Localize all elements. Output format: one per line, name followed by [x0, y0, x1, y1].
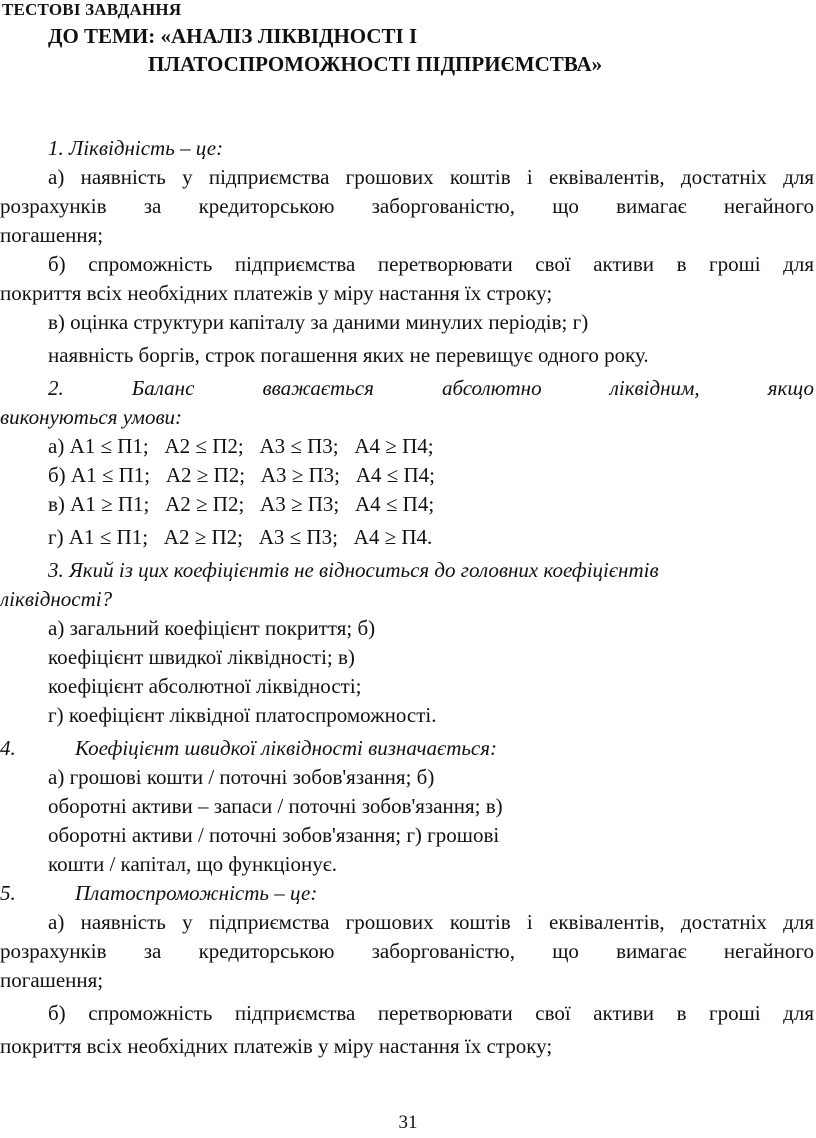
question-5-text: Платоспроможність – це: [75, 881, 318, 905]
q2-option-c: в) А1 ≥ П1; А2 ≥ П2; А3 ≥ П3; А4 ≤ П4; [48, 492, 435, 516]
question-1-title: 1. Ліквідність – це: [48, 136, 224, 160]
q4-option-line2: оборотні активи – запаси / поточні зобов'язання; в) [48, 794, 503, 818]
q2-option-b: б) А1 ≤ П1; А2 ≥ П2; А3 ≥ П3; А4 ≤ П4; [48, 463, 435, 487]
q5-option-b-line2: покриття всіх необхідних платежів у міру настання їх строку; [0, 1034, 553, 1058]
q3-option-line1: а) загальний коефіцієнт покриття; б) [48, 616, 376, 640]
q5-option-a-line1: а) наявність у підприємства грошових коштів і еквівалентів, достатніх для [48, 910, 814, 934]
question-2-title-line2: виконуються умови: [0, 405, 183, 429]
question-4-title [0, 734, 814, 763]
page-number: 31 [398, 1112, 418, 1133]
q4-option-line3: оборотні активи / поточні зобов'язання; г) грошові [48, 823, 500, 847]
q1-option-c-line2: наявність боргів, строк погашення яких не перевищує одного року. [48, 343, 649, 367]
q2-option-d: г) А1 ≤ П1; А2 ≥ П2; А3 ≤ П3; А4 ≥ П4. [48, 525, 433, 549]
topic-title-line2: ПЛАТОСПРОМОЖНОСТІ ПІДПРИЄМСТВА» [148, 52, 603, 76]
topic-title-line1: ДО ТЕМИ: «АНАЛІЗ ЛІКВІДНОСТІ І [48, 24, 418, 48]
q1-option-c-line1: в) оцінка структури капіталу за даними минулих періодів; г) [48, 310, 589, 334]
question-5-title [0, 879, 814, 908]
q4-option-line4: кошти / капітал, що функціонує. [48, 852, 337, 876]
question-3-title-line1: 3. Який із цих коефіцієнтів не відноситься до головних коефіцієнтів [48, 558, 659, 582]
question-4-number: 4. [0, 736, 16, 760]
q1-option-a-line3: погашення; [0, 223, 104, 247]
q5-option-a-line3: погашення; [0, 968, 104, 992]
q1-option-a-line1: а) наявність у підприємства грошових коштів і еквівалентів, достатніх для [48, 165, 814, 189]
q3-option-line2: коефіцієнт швидкої ліквідності; в) [48, 645, 355, 669]
q3-option-line3: коефіцієнт абсолютної ліквідності; [48, 674, 362, 698]
q1-option-b-line2: покриття всіх необхідних платежів у міру настання їх строку; [0, 281, 553, 305]
question-5-number: 5. [0, 881, 16, 905]
q2-option-a: а) А1 ≤ П1; А2 ≤ П2; А3 ≤ П3; А4 ≥ П4; [48, 434, 434, 458]
header-label: ТЕСТОВІ ЗАВДАННЯ [2, 0, 182, 19]
q1-option-a-line2: розрахунків за кредиторською заборгованістю, що вимагає негайного [0, 194, 814, 218]
questions-body [0, 134, 814, 1061]
question-2-title-line1: 2. Баланс вважається абсолютно ліквідним, якщо [48, 376, 814, 400]
q3-option-line4: г) коефіцієнт ліквідної платоспроможності. [48, 703, 437, 727]
question-3-title-line2: ліквідності? [0, 587, 113, 611]
q5-option-a-line2: розрахунків за кредиторською заборгованістю, що вимагає негайного [0, 939, 814, 963]
q1-option-b-line1: б) спроможність підприємства перетворювати свої активи в гроші для [48, 252, 814, 276]
q4-option-line1: а) грошові кошти / поточні зобов'язання; б) [48, 765, 435, 789]
question-4-text: Коефіцієнт швидкої ліквідності визначається: [75, 736, 498, 760]
q5-option-b-line1: б) спроможність підприємства перетворювати свої активи в гроші для [48, 1001, 814, 1025]
